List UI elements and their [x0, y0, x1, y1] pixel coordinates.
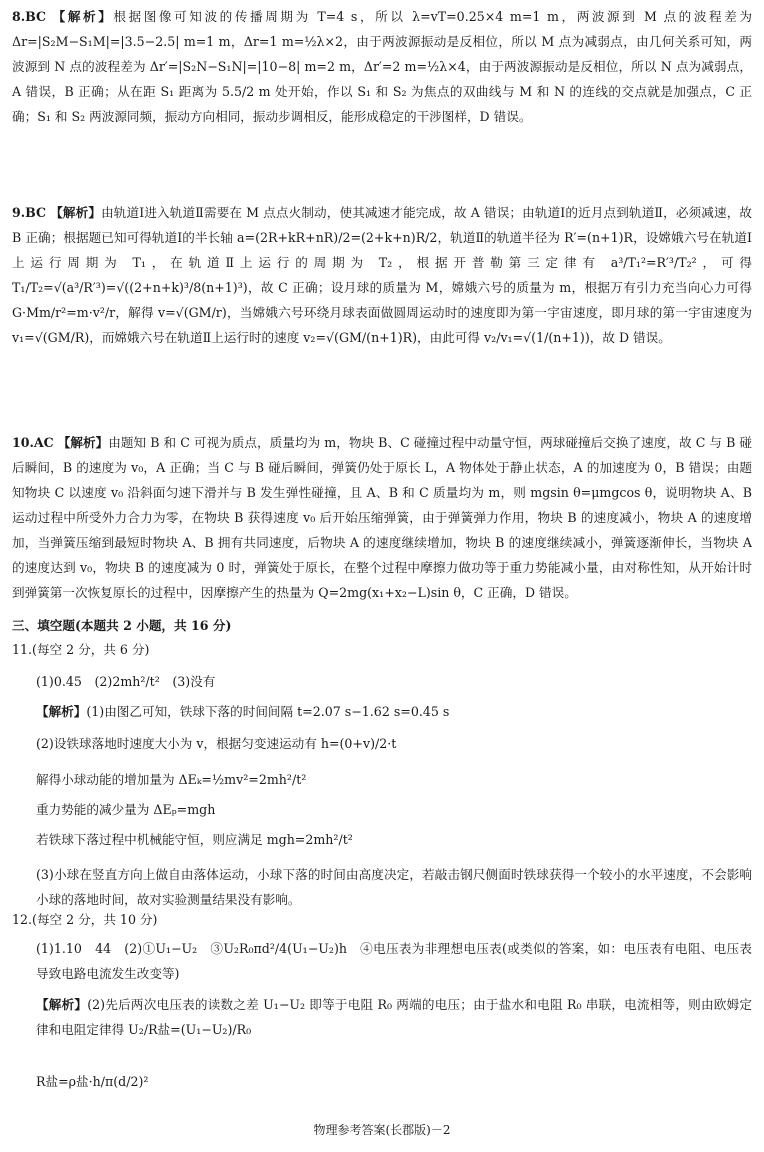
q12-explanation-1	[36, 992, 752, 1042]
q11-line-6: (3)小球在竖直方向上做自由落体运动，小球下落的时间由高度决定，若敲击钢尺侧面时铁球获得一个较小的水平速度，不会影响小球的落地时间，故对实验测量结果没有影响。	[36, 867, 752, 907]
q9-tag: 【解析】	[50, 205, 102, 220]
q10-label: 10.AC	[12, 435, 54, 450]
q8-tag: 【解析】	[52, 9, 114, 24]
q9-explanation: 由轨道Ⅰ进入轨道Ⅱ需要在 M 点点火制动，使其减速才能完成，故 A 错误；由轨道Ⅰ的近月点到轨道Ⅱ，必须减速，故 B 正确；根据题已知可得轨道Ⅰ的半长轴 a=(2R+kR+nR)/2=(2+k+n)R/2，轨道Ⅱ的轨道半径为 R′=(n+1)R，设嫦娥六号在轨道Ⅰ上运行周期为 T₁，在轨道Ⅱ上运行的周期为 T₂，根据开普勒第三定律有 a³/T₁²=R′³/T₂²，可得 T₁/T₂=√(a³/R′³)=√((2+n+k)³/8(n+1)³)，故 C 正确；设月球的质量为 M，嫦娥六号的质量为 m，根据万有引力充当向心力可得 G·Mm/r²=m·v²/r，解得 v=√(GM/r)，当嫦娥六号环绕月球表面做圆周运动时的速度即为第一宇宙速度，即月球的第一宇宙速度为 v₁=√(GM/R)，而嫦娥六号在轨道Ⅱ上运行时的速度 v₂=√(GM/(n+1)R)，由此可得 v₂/v₁=√(1/(n+1))，故 D 错误。	[12, 205, 753, 345]
q11-line-3: 解得小球动能的增加量为 ΔEₖ=½mv²=2mh²/t²	[36, 772, 307, 787]
q12-line-1: (2)先后两次电压表的读数之差 U₁−U₂ 即等于电阻 R₀ 两端的电压；由于盐水和电阻 R₀ 串联，电流相等，则由欧姆定律和电阻定律得 U₂/R盐=(U₁−U₂)/R₀	[36, 997, 753, 1037]
q10-answer	[12, 430, 752, 605]
q10-tag: 【解析】	[57, 435, 109, 450]
q8-answer	[12, 4, 752, 129]
q11-line-2: (2)设铁球落地时速度大小为 v，根据匀变速运动有 h=(0+v)/2·t	[36, 736, 397, 751]
q8-label: 8.BC	[12, 9, 47, 24]
q12-answers: (1)1.10 44 (2)①U₁−U₂ ③U₂R₀πd²/4(U₁−U₂)h ④电压表为非理想电压表(或类似的答案，如：电压表有电阻、电压表导致电路电流发生改变等)	[36, 941, 752, 981]
q11-header: 11.(每空 2 分，共 6 分)	[12, 642, 150, 657]
q12-header: 12.(每空 2 分，共 10 分)	[12, 912, 158, 927]
q8-explanation: 根据图像可知波的传播周期为 T=4 s，所以 λ=vT=0.25×4 m=1 m，两波源到 M 点的波程差为 Δr=|S₂M−S₁M|=|3.5−2.5| m=1 m，Δr=1 m=½λ×2，由于两波源振动是反相位，所以 M 点为减弱点，由几何关系可知，两波源到 N 点的波程差为 Δr′=|S₂N−S₁N|=|10−8| m=2 m，Δr′=2 m=½λ×4，由于两波源振动是反相位，所以 N 点为减弱点，A 错误，B 正确；从在距 S₁ 距离为 5.5/2 m 处开始，作以 S₁ 和 S₂ 为焦点的双曲线与 M 和 N 的连线的交点就是加强点，C 正确；S₁ 和 S₂ 两波源同频，振动方向相同，振动步调相反，能形成稳定的干涉图样，D 错误。	[12, 9, 752, 124]
q11-line-4: 重力势能的减少量为 ΔEₚ=mgh	[36, 802, 216, 817]
q9-label: 9.BC	[12, 205, 47, 220]
page-footer: 物理参考答案(长郡版)－2	[313, 1123, 451, 1137]
section-heading-fill-in: 三、填空题(本题共 2 小题，共 16 分)	[12, 618, 232, 633]
q11-line-1: (1)由图乙可知，铁球下落的时间间隔 t=2.07 s−1.62 s=0.45 s	[86, 704, 450, 719]
q11-line-5: 若铁球下落过程中机械能守恒，则应满足 mgh=2mh²/t²	[36, 832, 353, 847]
q10-explanation: 由题知 B 和 C 可视为质点，质量均为 m，物块 B、C 碰撞过程中动量守恒，两球碰撞后交换了速度，故 C 与 B 碰后瞬间，B 的速度为 v₀，A 正确；当 C 与 B 碰后瞬间，弹簧仍处于原长 L，A 物体处于静止状态，A 的加速度为 0，B 错误；由题知物块 C 以速度 v₀ 沿斜面匀速下滑并与 B 发生弹性碰撞，且 A、B 和 C 质量均为 m，则 mgsin θ=μmgcos θ，说明物块 A、B 运动过程中所受外力合力为零，在物块 B 获得速度 v₀ 后开始压缩弹簧，由于弹簧弹力作用，物块 B 的速度减小，物块 A 的速度增加，当弹簧压缩到最短时物块 A、B 拥有共同速度，后物块 A 的速度继续增加，物块 B 的速度继续减小，弹簧逐渐伸长，当物块 A 的速度达到 v₀，物块 B 的速度减为 0 时，弹簧处于原长，在整个过程中摩擦力做功等于重力势能减小量，由对称性知，从开始计时到弹簧第一次恢复原长的过程中，因摩擦产生的热量为 Q=2mg(x₁+x₂−L)sin θ，C 正确，D 错误。	[12, 435, 752, 600]
q11-answers: (1)0.45 (2)2mh²/t² (3)没有	[36, 674, 216, 689]
q12-tag: 【解析】	[36, 997, 88, 1012]
q11-explanation-1	[36, 700, 752, 724]
q11-tag: 【解析】	[36, 704, 87, 719]
q12-line-2: R盐=ρ盐·h/π(d/2)²	[36, 1074, 149, 1089]
q9-answer	[12, 200, 752, 350]
